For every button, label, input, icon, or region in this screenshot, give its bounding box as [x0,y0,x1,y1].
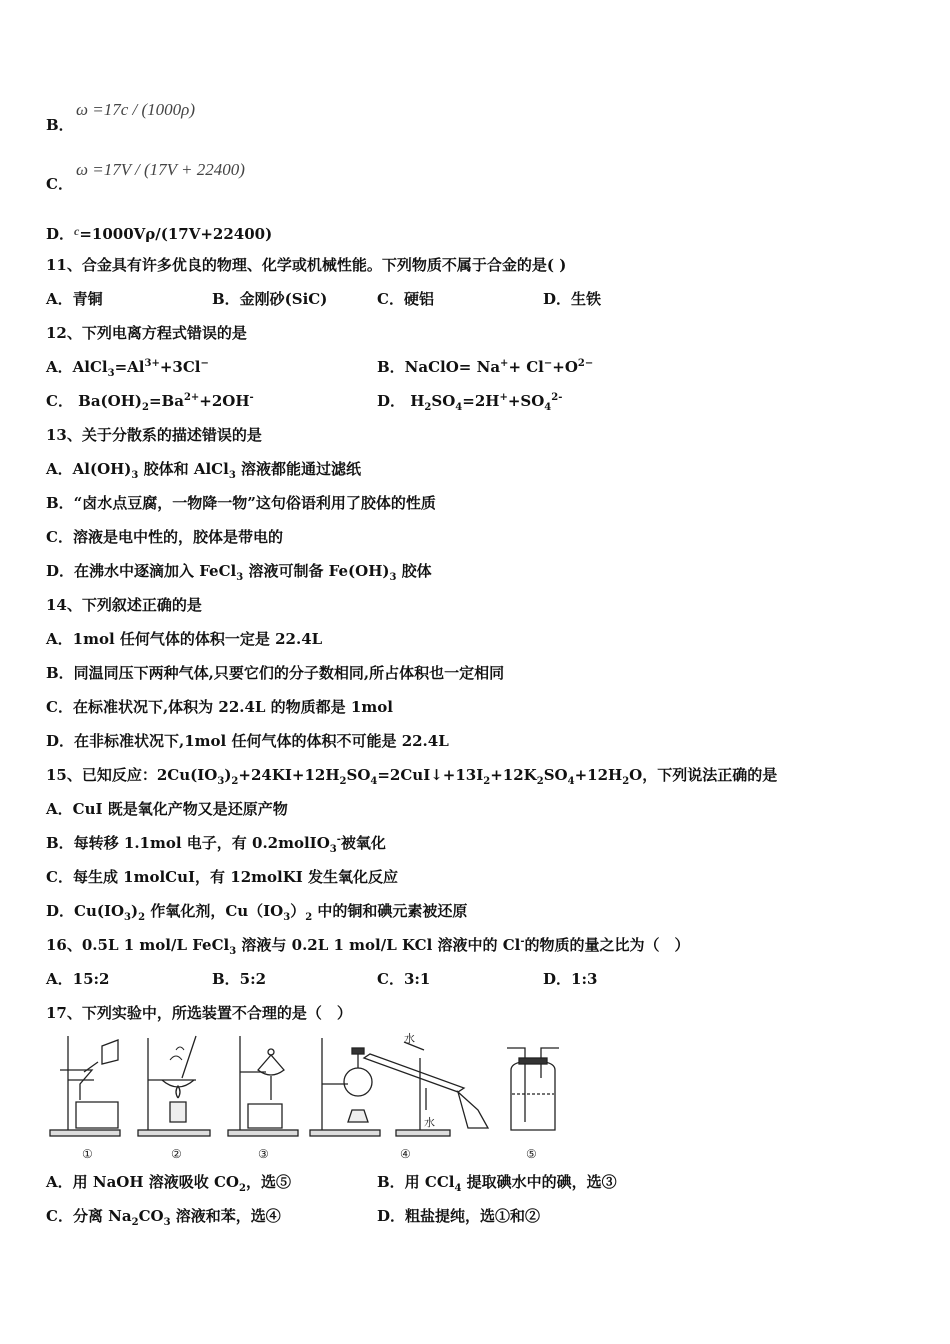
q17-option-b: B．用 CCl$_4$ 提取碘水中的碘，选③ [377,1173,617,1194]
q14-option-b: B．同温同压下两种气体,只要它们的分子数相同,所占体积也一定相同 [46,664,505,682]
figure-label-5: ⑤ [526,1147,537,1161]
q12-stem: 12、下列电离方程式错误的是 [46,324,247,342]
figure-label-2: ② [171,1147,182,1161]
q15-stem: 15、已知反应：$2Cu(IO_3)_2+24KI+12H_2SO_4=2CuI↓+13I_2+12K_2SO_4+12H_2O$，下列说法正确的是 [46,766,778,787]
q17-option-d: D．粗盐提纯，选①和② [377,1207,541,1225]
apparatus-1-filtration [50,1036,120,1136]
q10-option-b-formula: ω =17c / (1000ρ) [76,100,195,119]
q17-option-a: A．用 NaOH 溶液吸收 $CO_2$，选⑤ [46,1173,291,1194]
q11-option-a: A．青铜 [46,290,103,308]
q13-option-b: B．“卤水点豆腐，一物降一物”这句俗语利用了胶体的性质 [46,494,436,512]
q12-option-c: C． $Ba(OH)_2=Ba^{2+}+2OH^-$ [46,392,254,413]
apparatus-2-evaporation [138,1036,210,1136]
figure-label-3: ③ [258,1147,269,1161]
q13-option-a: A．$Al(OH)_3$ 胶体和 AlCl$_3$ 溶液都能通过滤纸 [46,460,362,481]
q16-option-b: B．5:2 [212,970,267,988]
q14-option-d: D．在非标准状况下,1mol 任何气体的体积不可能是 22.4L [46,732,449,750]
q15-option-a: A．CuI 既是氧化产物又是还原产物 [46,800,288,818]
q17-option-c: C．分离 $Na_2CO_3$ 溶液和苯，选④ [46,1207,281,1228]
q11-option-c: C．硬铝 [377,290,434,308]
q17-apparatus-figure [46,1030,566,1165]
q11-stem: 11、合金具有许多优良的物理、化学或机械性能。下列物质不属于合金的是( ) [46,256,567,274]
q12-option-b: B．NaClO= $Na^++ Cl^-+O^{2-}$ [377,358,594,376]
q16-stem: 16、0.5L 1 mol/L FeCl$_3$ 溶液与 0.2L 1 mol/L KCl 溶液中的 Cl-的物质的量之比为（ ） [46,936,690,957]
apparatus-3-separatory-funnel [228,1036,298,1136]
q16-option-c: C．3:1 [377,970,431,988]
q16-option-a: A．15:2 [46,970,110,988]
water-label-bottom: 水 [424,1117,435,1129]
q16-option-d: D．1:3 [543,970,598,988]
q14-option-a: A．1mol 任何气体的体积一定是 22.4L [46,630,323,648]
q17-stem: 17、下列实验中，所选装置不合理的是（ ） [46,1004,352,1022]
q12-option-a: A．$AlCl_3=Al^{3+}+3Cl^-$ [46,358,209,379]
q12-option-d: D． $H_2SO_4=2H^++SO_4^{2-}$ [377,392,563,413]
q14-stem: 14、下列叙述正确的是 [46,596,202,614]
q13-option-c: C．溶液是电中性的，胶体是带电的 [46,528,283,546]
q10-option-b: B． [46,116,74,134]
apparatus-4-distillation [310,1031,488,1136]
q15-option-c: C．每生成 1molCuI，有 12molKI 发生氧化反应 [46,868,398,886]
q11-options [46,289,906,309]
q11-option-b: B．金刚砂(SiC) [212,290,328,308]
figure-label-1: ① [82,1147,93,1161]
q14-option-c: C．在标准状况下,体积为 22.4L 的物质都是 1mol [46,698,393,716]
figure-label-4: ④ [400,1147,411,1161]
q10-option-c-formula: ω =17V / (17V + 22400) [76,160,245,179]
q13-stem: 13、关于分散系的描述错误的是 [46,426,262,444]
water-label-top: 水 [404,1033,415,1045]
q16-options [46,969,906,989]
q10-option-d-c: c [74,224,80,238]
apparatus-5-washing-bottle [507,1048,559,1130]
q10-option-c: C． [46,175,73,193]
q11-option-d: D．生铁 [543,290,602,308]
q15-option-b: B．每转移 1.1mol 电子，有 0.2molIO$_3$-被氧化 [46,834,386,855]
q15-option-d: D．$Cu(IO_3)_2$ 作氧化剂，$Cu(IO_3)_2$ 中的铜和碘元素被还原 [46,902,468,923]
q10-option-d: D．$^c$=1000Vρ/(17V+22400) [46,224,273,243]
q13-option-d: D．在沸水中逐滴加入 FeCl$_3$ 溶液可制备 $Fe(OH)_3$ 胶体 [46,562,432,583]
